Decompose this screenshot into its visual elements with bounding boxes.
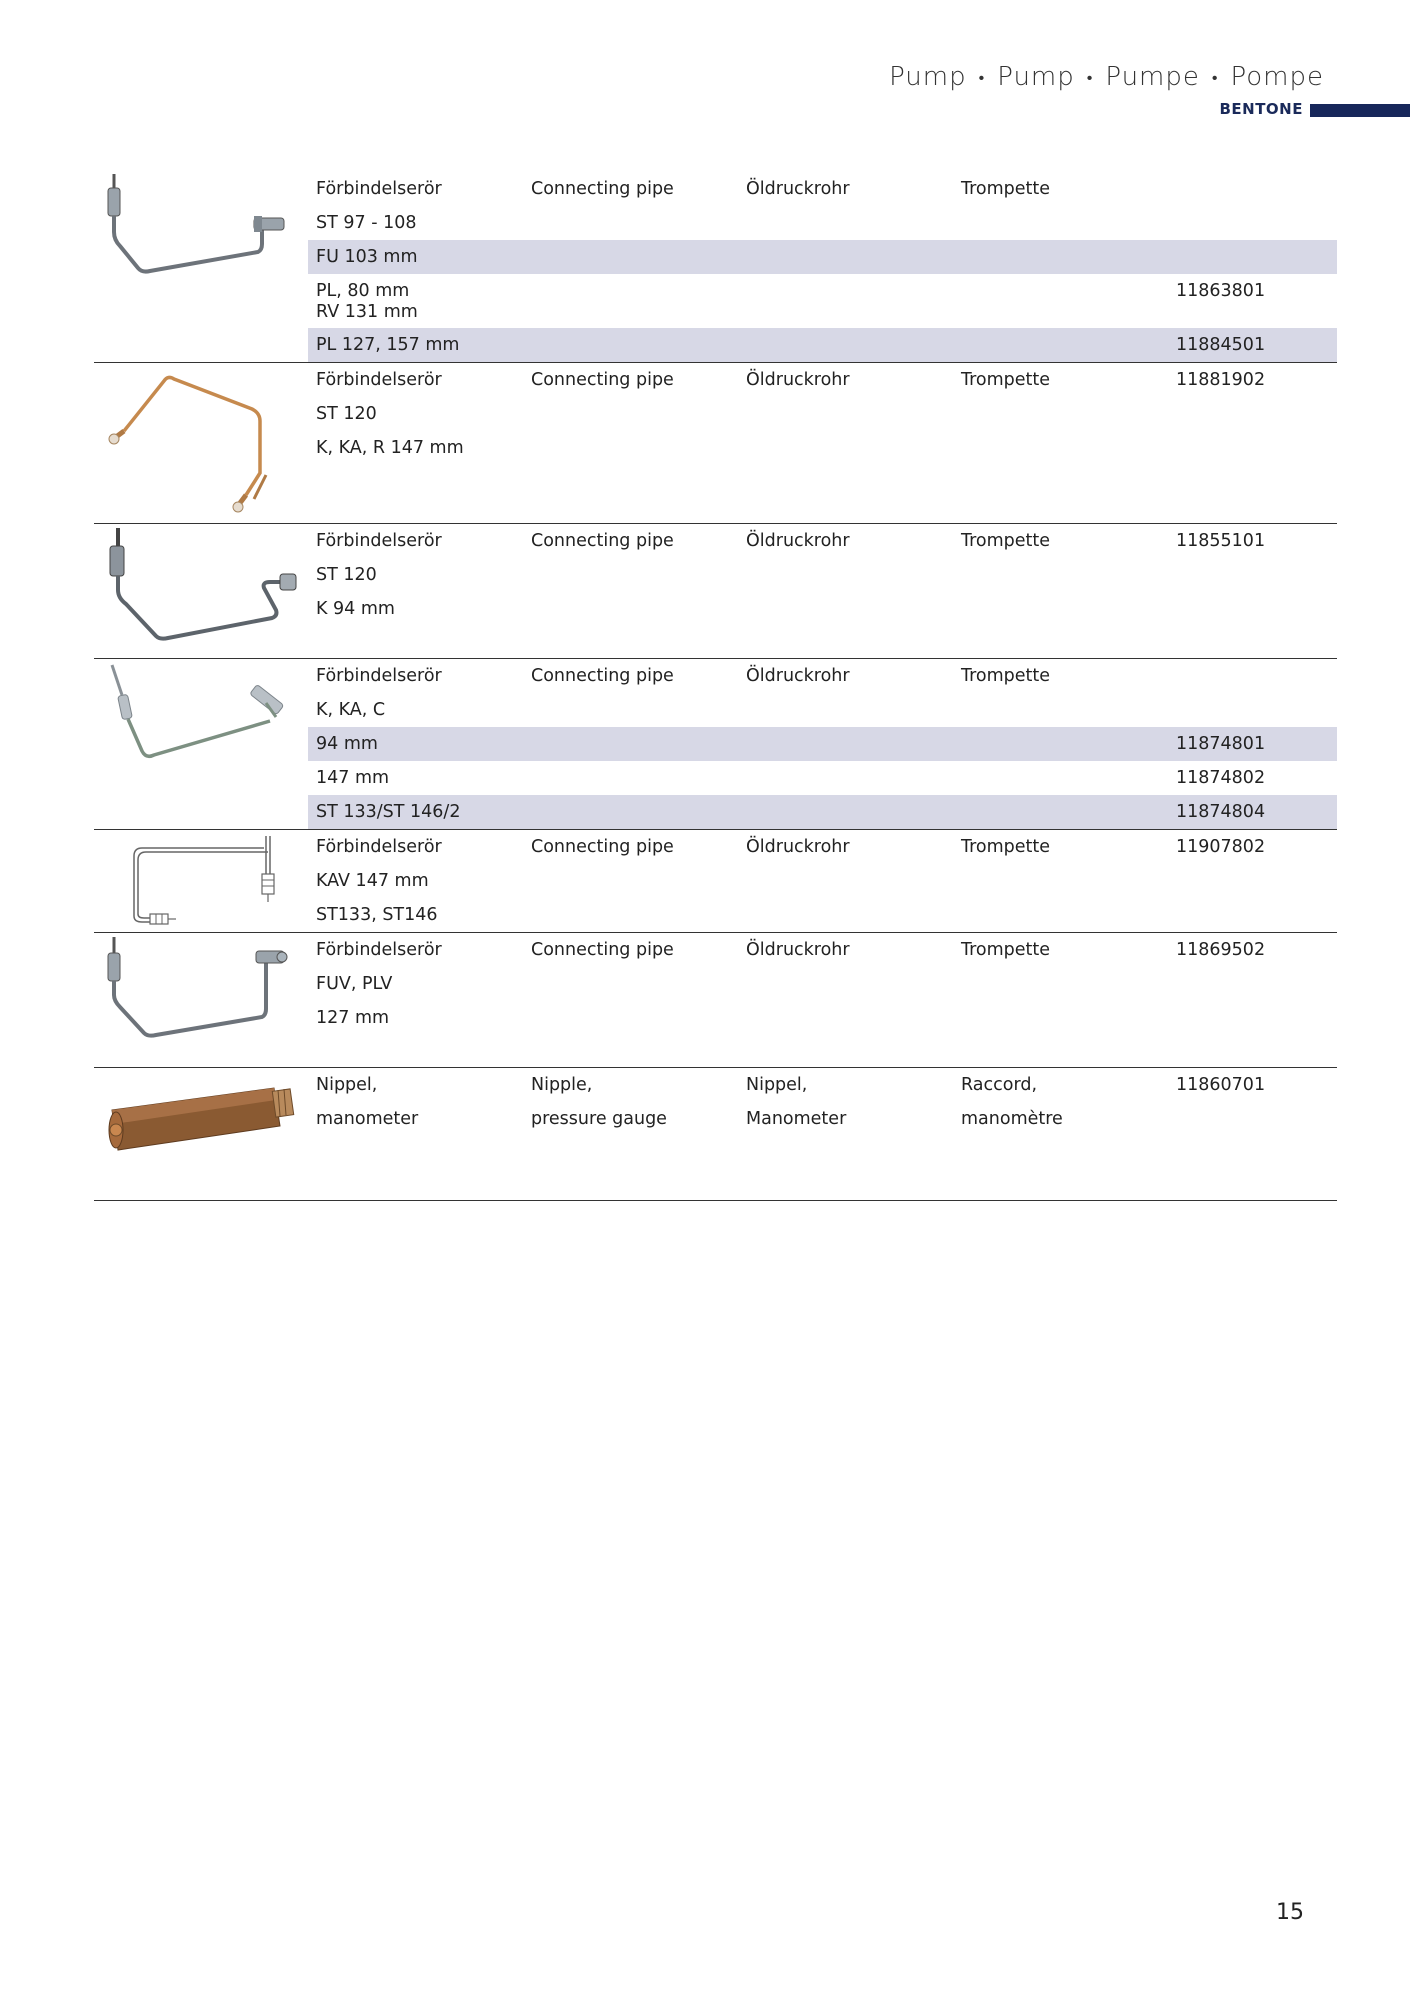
german-name-cell: Öldruckrohr [746,531,850,551]
article-number-cell: 11881902 [1176,370,1266,390]
table-row [308,592,1337,626]
english-name-cell: Connecting pipe [531,666,674,686]
header-title-english: Pump [997,62,1075,92]
french-name-cell: Trompette [961,666,1051,686]
swedish-name-cell: ST 133/ST 146/2 [316,802,461,822]
table-row [308,898,1337,932]
swedish-name-cell: Förbindelserör [316,531,442,551]
english-name-cell: Connecting pipe [531,837,674,857]
article-number-cell: 11874802 [1176,768,1266,788]
product-image [94,933,302,1043]
swedish-name-cell: PL, 80 mm RV 131 mm [316,281,418,322]
english-name-cell: Connecting pipe [531,940,674,960]
table-row [308,524,1337,558]
swedish-name-cell: Förbindelserör [316,837,442,857]
steel-connecting-pipe-icon [94,172,302,282]
table-row [308,933,1337,967]
article-number-cell: 11874801 [1176,734,1266,754]
table-row [308,1001,1337,1035]
product-block [94,830,1337,933]
article-number-cell: 11855101 [1176,531,1266,551]
table-row [308,558,1337,592]
german-name-cell: Öldruckrohr [746,837,850,857]
table-row [308,830,1337,864]
brand-label: BENTONE [1219,100,1303,118]
swedish-name-cell: K 94 mm [316,599,395,619]
product-block [94,524,1337,659]
german-name-cell: Manometer [746,1109,847,1129]
brass-nipple-icon [94,1068,302,1188]
swedish-name-cell: manometer [316,1109,419,1129]
product-block [94,172,1337,363]
swedish-name-cell: ST 120 [316,404,377,424]
article-number-cell: 11863801 [1176,281,1266,301]
english-name-cell: Connecting pipe [531,179,674,199]
swedish-name-cell: Förbindelserör [316,940,442,960]
swedish-name-cell: ST 120 [316,565,377,585]
table-row [308,431,1337,465]
table-row [308,967,1337,1001]
line-drawing-connecting-pipe-icon [94,830,302,930]
french-name-cell: Trompette [961,370,1051,390]
table-row [308,761,1337,795]
table-row [308,864,1337,898]
article-number-cell: 11874804 [1176,802,1266,822]
table-row [308,795,1337,829]
french-name-cell: Trompette [961,179,1051,199]
header-separator: • [1211,67,1219,87]
product-block [94,659,1337,830]
swedish-name-cell: PL 127, 157 mm [316,335,460,355]
article-number-cell: 11907802 [1176,837,1266,857]
article-number-cell: 11860701 [1176,1075,1266,1095]
product-catalog [94,172,1337,1201]
header-separator: • [978,67,986,87]
table-row [308,240,1337,274]
swedish-name-cell: ST 97 - 108 [316,213,417,233]
swedish-name-cell: ST133, ST146 [316,905,438,925]
swedish-name-cell: FUV, PLV [316,974,393,994]
table-row [308,274,1337,328]
table-row [308,659,1337,693]
table-row [308,206,1337,240]
product-block [94,363,1337,524]
page-number: 15 [1276,1900,1304,1925]
table-row [308,172,1337,206]
swedish-name-cell: 147 mm [316,768,390,788]
english-name-cell: Connecting pipe [531,370,674,390]
english-name-cell: Nipple, [531,1075,593,1095]
header-title-french: Pompe [1230,62,1324,92]
product-image [94,830,302,930]
steel-connecting-pipe-icon [94,659,302,784]
german-name-cell: Öldruckrohr [746,370,850,390]
french-name-cell: Raccord, [961,1075,1038,1095]
product-image [94,524,302,649]
table-row [308,328,1337,362]
english-name-cell: Connecting pipe [531,531,674,551]
swedish-name-cell: 94 mm [316,734,378,754]
article-number-cell: 11884501 [1176,335,1266,355]
table-row [308,397,1337,431]
swedish-name-cell: KAV 147 mm [316,871,429,891]
header-separator: • [1086,67,1094,87]
brand-accent-bar [1310,104,1410,117]
product-image [94,659,302,784]
french-name-cell: manomètre [961,1109,1063,1129]
swedish-name-cell: K, KA, R 147 mm [316,438,464,458]
german-name-cell: Nippel, [746,1075,808,1095]
header-title-german: Pumpe [1105,62,1200,92]
swedish-name-cell: K, KA, C [316,700,386,720]
product-block [94,933,1337,1068]
product-image [94,172,302,282]
product-image [94,1068,302,1188]
swedish-name-cell: Förbindelserör [316,179,442,199]
steel-connecting-pipe-icon [94,933,302,1043]
table-row [308,363,1337,397]
product-image [94,363,302,513]
english-name-cell: pressure gauge [531,1109,667,1129]
product-block [94,1068,1337,1201]
french-name-cell: Trompette [961,837,1051,857]
swedish-name-cell: Förbindelserör [316,370,442,390]
article-number-cell: 11869502 [1176,940,1266,960]
german-name-cell: Öldruckrohr [746,940,850,960]
table-row [308,693,1337,727]
table-row [308,1068,1337,1102]
swedish-name-cell: FU 103 mm [316,247,418,267]
german-name-cell: Öldruckrohr [746,666,850,686]
header-title-swedish: Pump [889,62,967,92]
french-name-cell: Trompette [961,940,1051,960]
table-row [308,727,1337,761]
copper-connecting-pipe-icon [94,363,302,513]
swedish-name-cell: Nippel, [316,1075,378,1095]
table-row [308,1102,1337,1136]
french-name-cell: Trompette [961,531,1051,551]
page-header-title [889,62,1324,92]
swedish-name-cell: Förbindelserör [316,666,442,686]
steel-connecting-pipe-icon [94,524,302,649]
swedish-name-cell: 127 mm [316,1008,390,1028]
german-name-cell: Öldruckrohr [746,179,850,199]
